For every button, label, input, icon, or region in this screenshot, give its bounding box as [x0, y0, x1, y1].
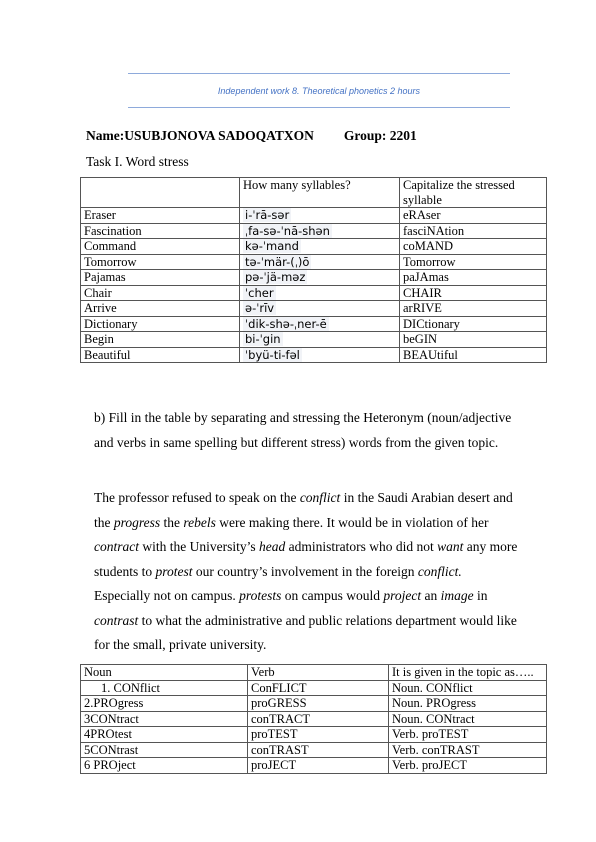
heteronym-word: project	[383, 588, 422, 603]
syllables-cell	[240, 332, 400, 348]
table-row	[81, 332, 547, 348]
table-row	[81, 270, 547, 286]
heteronym-word: protest	[155, 563, 193, 579]
column-header: Verb	[248, 665, 389, 681]
text-span: an	[421, 588, 441, 603]
word-stress-table	[80, 177, 547, 363]
heteronym-word: conflict	[299, 490, 341, 505]
table-row	[81, 208, 547, 224]
text-span: on campus would	[281, 588, 384, 603]
noun-cell: 6 PROject	[81, 758, 248, 774]
text-span: were making there. It would be in violation of her	[215, 514, 489, 530]
stressed-cell: CHAIR	[400, 285, 547, 301]
table-row	[81, 316, 547, 332]
word-cell: Arrive	[81, 301, 240, 317]
noun-cell: 2.PROgress	[81, 696, 248, 712]
verb-cell: proTEST	[248, 727, 389, 743]
syllables-cell	[240, 285, 400, 301]
text-span: in	[473, 588, 488, 603]
text-span: Especially not on campus.	[94, 588, 240, 603]
text-span: the	[94, 514, 114, 530]
task-b-line: and verbs in same spelling but different stress) words from the given topic.	[94, 434, 499, 450]
syllables-cell	[240, 347, 400, 363]
paragraph-line	[94, 486, 544, 511]
ipa-transcription: ˌfa-sə-ˈnā-shən	[245, 223, 330, 238]
syllables-cell	[240, 254, 400, 270]
text-span: in the Saudi Arabian desert and	[340, 490, 513, 505]
text-span: administrators who did not	[285, 539, 438, 554]
word-cell: Begin	[81, 332, 240, 348]
noun-cell: 1. CONflict	[81, 680, 248, 696]
topic-usage-cell: Noun. CONtract	[389, 711, 547, 727]
topic-usage-cell: Verb. proJECT	[389, 758, 547, 774]
paragraph-line	[94, 584, 544, 609]
column-header: How many syllables?	[240, 178, 400, 208]
table-row	[81, 680, 547, 696]
table-row	[81, 347, 547, 363]
table-row	[81, 758, 547, 774]
heteronym-word: protests	[239, 588, 282, 603]
text-span: our country’s involvement in the foreign	[192, 563, 418, 579]
word-cell: Pajamas	[81, 270, 240, 286]
ipa-transcription: bi-ˈgin	[245, 332, 281, 346]
stressed-cell: paJAmas	[400, 270, 547, 286]
column-header: Capitalize the stressed syllable	[400, 178, 547, 208]
heteronym-word: conflict.	[417, 563, 462, 579]
paragraph-line	[94, 535, 544, 560]
heteronym-word: rebels	[183, 514, 216, 530]
text-span: with the University’s	[139, 539, 259, 554]
stressed-cell: beGIN	[400, 332, 547, 348]
table-row	[81, 285, 547, 301]
heteronym-word: progress	[113, 514, 161, 530]
header-rule-bottom	[128, 107, 510, 108]
heteronym-word: image	[440, 588, 474, 603]
syllables-cell	[240, 239, 400, 255]
column-header: It is given in the topic as…..	[389, 665, 547, 681]
text-span: any more	[463, 539, 518, 554]
heteronym-table	[80, 664, 547, 774]
word-cell: Eraser	[81, 208, 240, 224]
text-span: for the small, private university.	[94, 637, 267, 652]
student-line	[86, 128, 417, 144]
stressed-cell: coMAND	[400, 239, 547, 255]
noun-cell: 3CONtract	[81, 711, 248, 727]
word-cell: Command	[81, 239, 240, 255]
student-group: Group: 2201	[343, 128, 417, 143]
stressed-cell: arRIVE	[400, 301, 547, 317]
syllables-cell	[240, 270, 400, 286]
verb-cell: conTRACT	[248, 711, 389, 727]
task-b-instructions	[94, 406, 544, 455]
word-cell: Tomorrow	[81, 254, 240, 270]
stressed-cell: DICtionary	[400, 316, 547, 332]
column-header	[81, 178, 240, 208]
ipa-transcription: ə-ˈrīv	[245, 301, 275, 315]
ipa-transcription: ˈdik-shə-ˌner-ē	[245, 316, 327, 331]
ipa-transcription: ˈcher	[245, 285, 274, 300]
paragraph-line	[94, 560, 544, 585]
student-name: Name:USUBJONOVA SADOQATXON	[86, 128, 314, 143]
word-cell: Chair	[81, 285, 240, 301]
verb-cell: conTRAST	[248, 742, 389, 758]
noun-cell: 4PROtest	[81, 727, 248, 743]
table-row	[81, 239, 547, 255]
text-span: students to	[94, 563, 156, 579]
column-header: Noun	[81, 665, 248, 681]
word-cell: Fascination	[81, 223, 240, 239]
noun-cell: 5CONtrast	[81, 742, 248, 758]
heteronym-word: contract	[94, 539, 139, 554]
paragraph-line	[94, 511, 544, 536]
table-header-row	[81, 178, 547, 208]
paragraph-line	[94, 609, 544, 634]
paragraph-line	[94, 633, 544, 658]
task1-title: Task I. Word stress	[86, 154, 189, 169]
table-row	[81, 223, 547, 239]
ipa-transcription: i-ˈrā-sər	[245, 208, 290, 222]
table-row	[81, 254, 547, 270]
topic-usage-cell: Verb. conTRAST	[389, 742, 547, 758]
table-header-row	[81, 665, 547, 681]
stressed-cell: BEAUtiful	[400, 347, 547, 363]
stressed-cell: fasciNAtion	[400, 223, 547, 239]
ipa-transcription: ˈbyü-ti-fəl	[245, 347, 300, 362]
word-cell: Beautiful	[81, 347, 240, 363]
header-title: Independent work 8. Theoretical phonetics 2 hours	[217, 86, 421, 96]
verb-cell: proGRESS	[248, 696, 389, 712]
heteronym-word: contrast	[94, 612, 139, 628]
word-cell: Dictionary	[81, 316, 240, 332]
table-row	[81, 742, 547, 758]
stressed-cell: eRAser	[400, 208, 547, 224]
verb-cell: proJECT	[248, 758, 389, 774]
syllables-cell	[240, 316, 400, 332]
ipa-transcription: kə-ˈmand	[245, 239, 299, 253]
task-b-line: b) Fill in the table by separating and stressing the Heteronym (noun/adjective	[94, 410, 512, 425]
table-row	[81, 696, 547, 712]
topic-paragraph	[94, 486, 544, 658]
text-span: The professor refused to speak on the	[94, 490, 300, 505]
syllables-cell	[240, 223, 400, 239]
heteronym-word: want	[437, 539, 464, 554]
syllables-cell	[240, 208, 400, 224]
text-span: to what the administrative and public relations department would like	[138, 612, 517, 628]
table-row	[81, 711, 547, 727]
text-span: the	[160, 514, 184, 530]
syllables-cell	[240, 301, 400, 317]
heteronym-word: head	[259, 539, 286, 554]
table-row	[81, 727, 547, 743]
header-rule-top	[128, 73, 510, 74]
verb-cell: ConFLICT	[248, 680, 389, 696]
table-row	[81, 301, 547, 317]
ipa-transcription: pə-ˈjä-məz	[245, 270, 306, 284]
topic-usage-cell: Verb. proTEST	[389, 727, 547, 743]
topic-usage-cell: Noun. PROgress	[389, 696, 547, 712]
stressed-cell: Tomorrow	[400, 254, 547, 270]
ipa-transcription: tə-ˈmär-(ˌ)ō	[245, 254, 310, 269]
topic-usage-cell: Noun. CONflict	[389, 680, 547, 696]
